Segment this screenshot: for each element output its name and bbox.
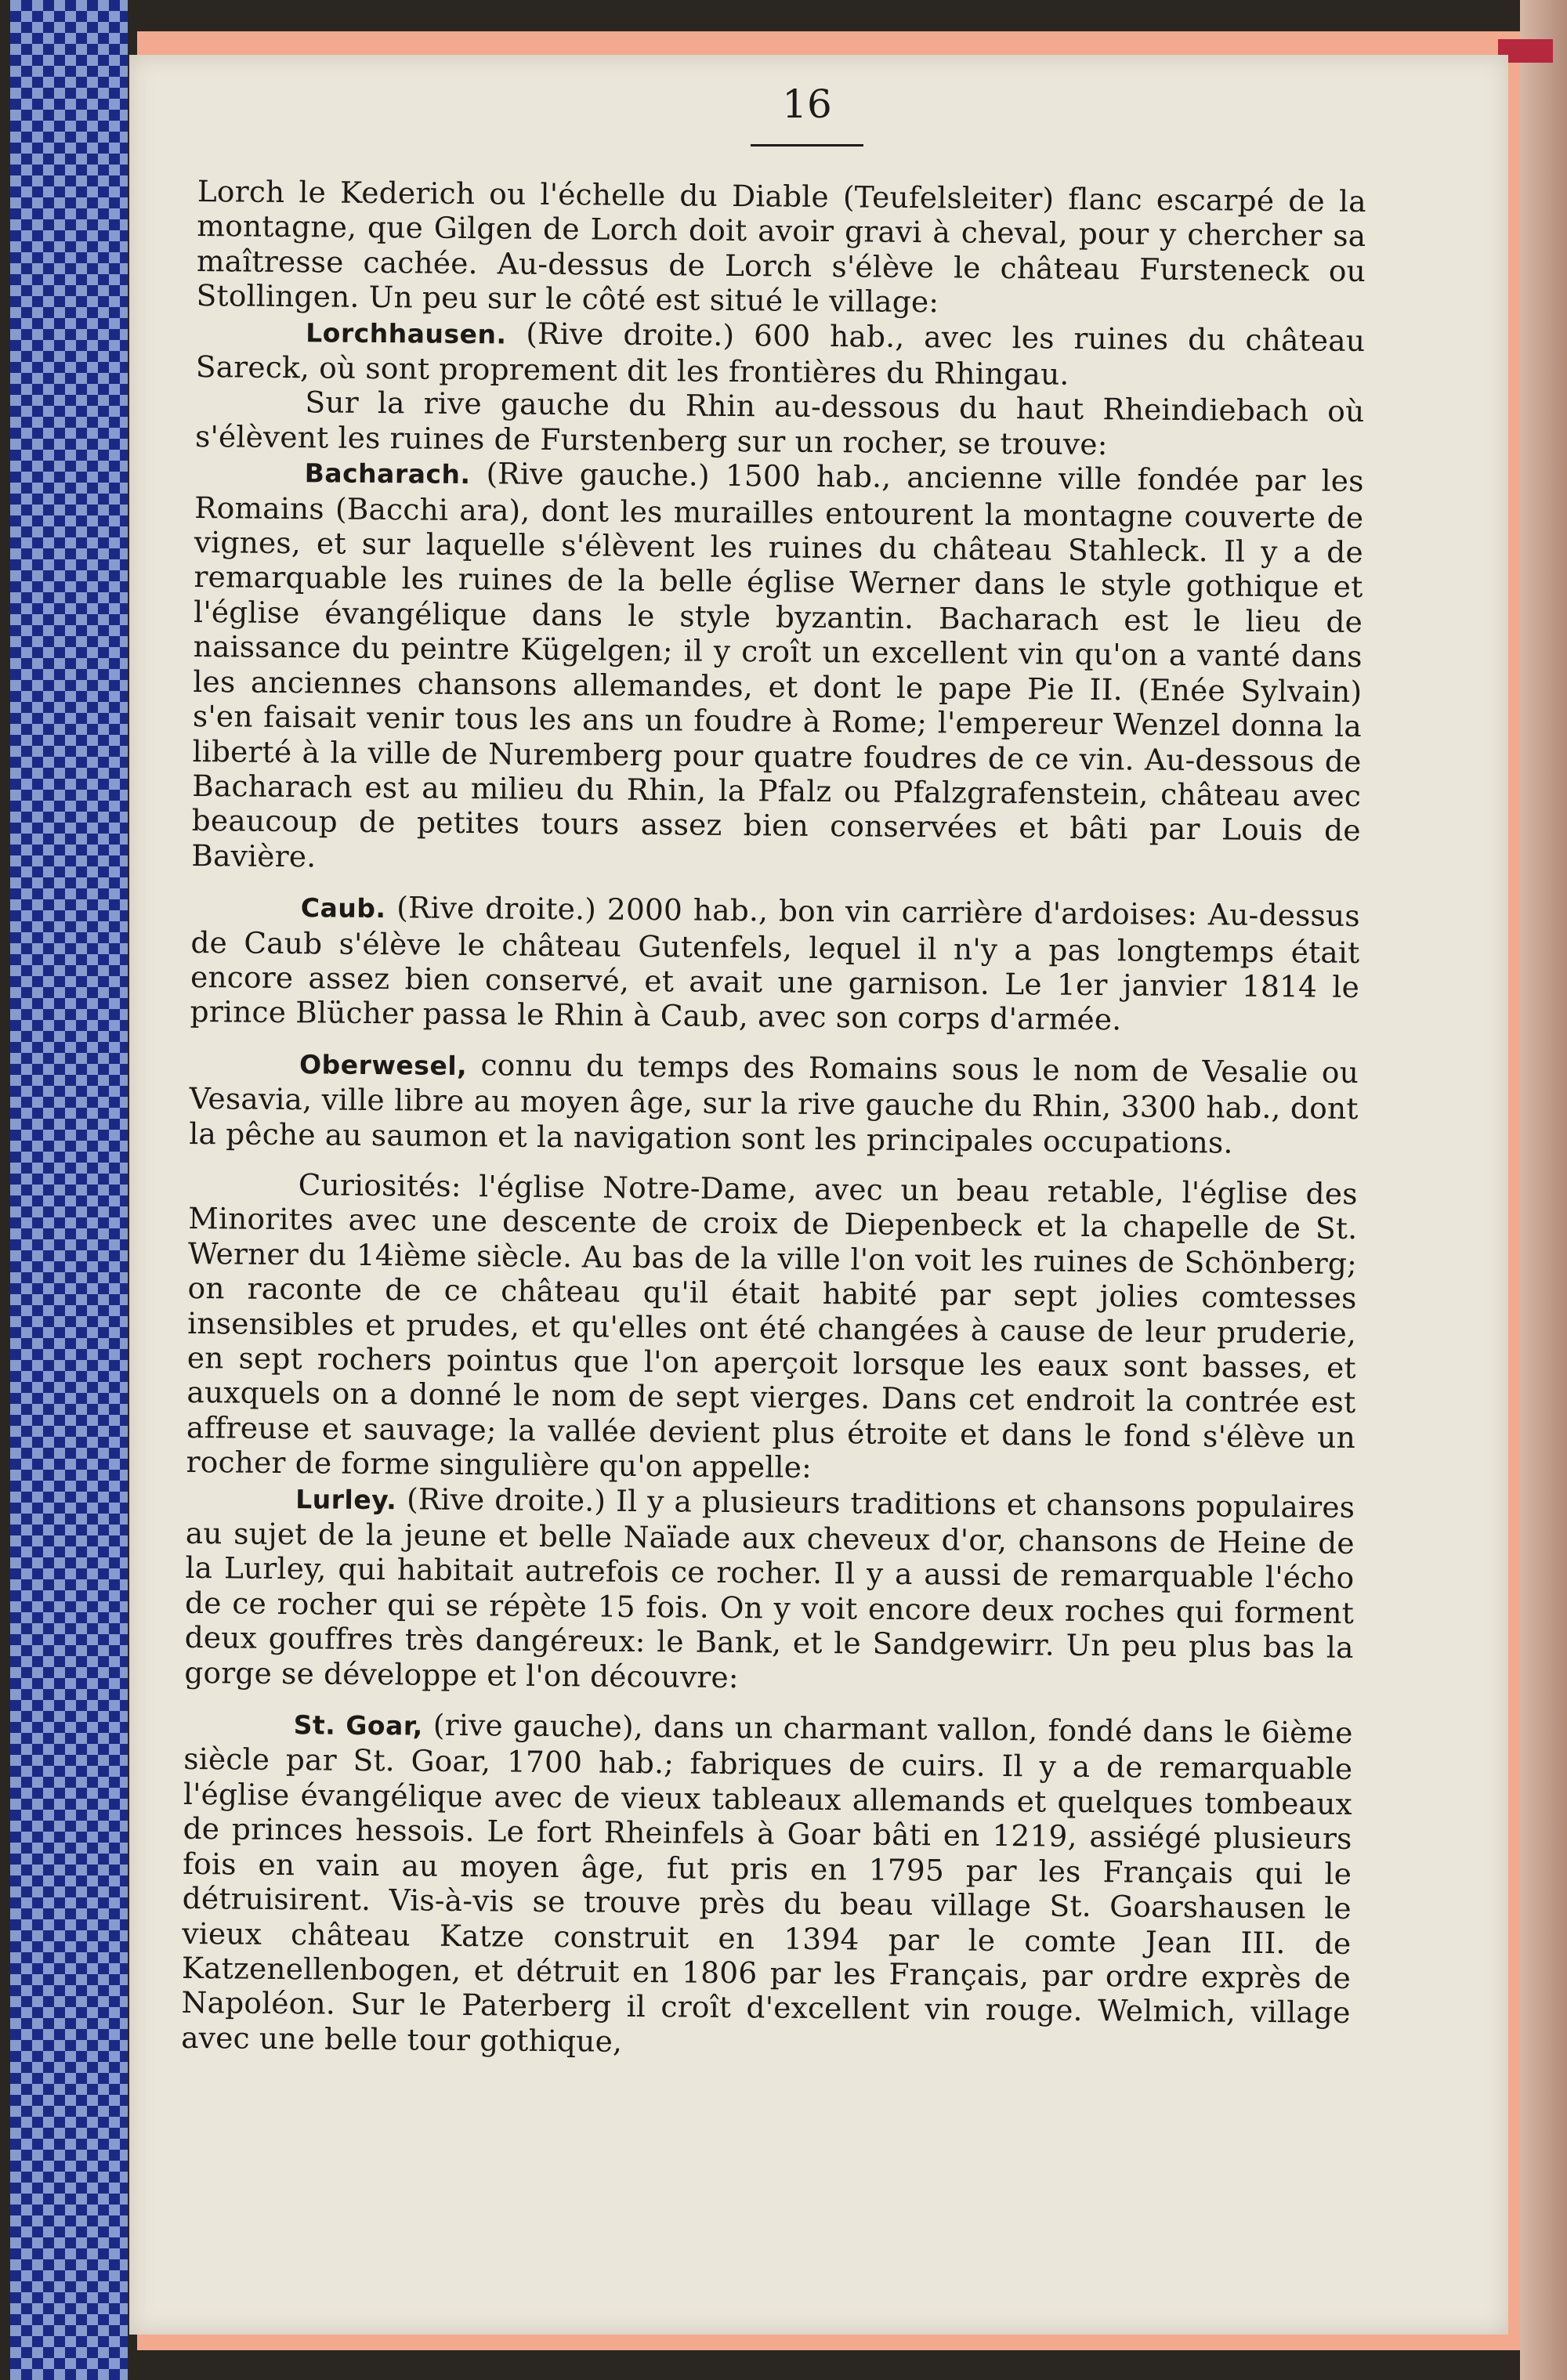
paragraph-text: (Rive droite.) 600 hab., avec les ruines du château Sareck, où sont proprement dit les frontières du Rhingau. xyxy=(195,316,1366,392)
paragraph-bacharach xyxy=(191,454,1364,883)
paragraph-lorch xyxy=(196,174,1366,324)
header-rule xyxy=(751,144,863,146)
paragraph-text: (Rive droite.) 2000 hab., bon vin carrière d'ardoises: Au-dessus de Caub s'élève le château Gutenfels, lequel il n'y a pas longtemps était encore assez bien conservé, et avait une garnison. Le 1er janvier 1814 le prince Blücher passa le Rhin à Caub, avec son corps d'armée. xyxy=(190,890,1360,1037)
page-body xyxy=(181,174,1366,2065)
paragraph-furstenberg xyxy=(195,384,1365,464)
place-name: Bacharach. xyxy=(304,458,471,490)
place-name: Oberwesel, xyxy=(299,1048,468,1081)
paragraph-oberwesel xyxy=(189,1045,1359,1161)
paragraph-text: connu du temps des Romains sous le nom de Vesalie ou Vesavia, ville libre au moyen âge, sur la rive gauche du Rhin, 3300 hab., dont la pêche au saumon et la navigation sont les principales occupations. xyxy=(189,1047,1359,1160)
place-name: Lorchhausen. xyxy=(306,316,507,350)
place-name: Caub. xyxy=(300,892,386,924)
paragraph-lurley xyxy=(184,1480,1355,1700)
paragraph-st-goar xyxy=(181,1705,1353,2065)
page-number: 16 xyxy=(782,81,832,127)
paragraph-text: (Rive gauche.) 1500 hab., ancienne ville fondée par les Romains (Bacchi ara), dont les murailles entourent la montagne couverte de vignes, et sur laquelle s'élèvent les ruines du château Stahleck. Il y a de remarquable les ruines de la belle église Werner dans le style gothique et l'église évangélique dans le style byzantin. Bacharach est le lieu de naissance du peintre Kügelgen; il y croît un excellent vin qu'on a vanté dans les anciennes chansons allemandes, et dont le pape Pie II. (Enée Sylvain) s'en faisait venir tous les ans un foudre à Rome; l'empereur Wenzel donna la liberté à la ville de Nuremberg pour quatre foudres de ce vin. Au-dessous de Bacharach est au milieu du Rhin, la Pfalz ou Pfalzgrafenstein, château avec beaucoup de petites tours assez bien conservées et bâti par Louis de Bavière. xyxy=(191,456,1364,874)
paragraph-text: Sur la rive gauche du Rhin au-dessous du haut Rheindiebach où s'élèvent les ruines de Furstenberg sur un rocher, se trouve: xyxy=(194,385,1365,461)
marbled-cover-edge xyxy=(0,0,137,2380)
paragraph-lorchhausen xyxy=(196,313,1366,395)
paragraph-caub xyxy=(190,888,1360,1040)
place-name: Lurley. xyxy=(295,1483,397,1515)
paragraph-curiosites xyxy=(186,1166,1357,1490)
paragraph-text: Curiosités: l'église Notre-Dame, avec un beau retable, l'église des Minorites avec une descente de croix de Diepenbeck et la chapelle de St. Werner du 14ième siècle. Au bas de la ville l'on voit les ruines de Schönberg; on raconte de ce château qu'il était habité par sept jolies comtesses insensibles et prudes, et qu'elles ont été changées à cause de leur pruderie, en sept rochers pointus que l'on aperçoit lorsque les eaux sont basses, et auxquels on a donné le nom de sept vierges. Dans cet endroit la contrée est affreuse et sauvage; la vallée devient plus étroite et dans le fond s'élève un rocher de forme singulière qu'on appelle: xyxy=(186,1167,1358,1485)
paragraph-text: (rive gauche), dans un charmant vallon, fondé dans le 6ième siècle par St. Goar, 1700 hab.; fabriques de cuirs. Il y a de remarquable l'église évangélique avec de vieux tableaux allemands et quelques tombeaux de princes hessois. Le fort Rheinfels à Goar bâti en 1219, assiégé plusieurs fois en vain au moyen âge, fut pris en 1795 par les Français qui le détruisirent. Vis-à-vis se trouve près du beau village St. Goarshausen le vieux château Katze construit en 1394 par le comte Jean III. de Katzenellenbogen, et détruit en 1806 par les Français, par ordre exprès de Napoléon. Sur le Paterberg il croît d'excellent vin rouge. Welmich, village avec une belle tour gothique, xyxy=(181,1707,1353,2059)
place-name: St. Goar, xyxy=(293,1709,423,1742)
paragraph-text: Lorch le Kederich ou l'échelle du Diable (Teufelsleiter) flanc escarpé de la montagne, que Gilgen de Lorch doit avoir gravi à cheval, pour y chercher sa maîtresse cachée. Au-dessus de Lorch s'élève le château Fursteneck ou Stollingen. Un peu sur le côté est situé le village: xyxy=(196,174,1366,320)
paragraph-text: (Rive droite.) Il y a plusieurs traditions et chansons populaires au sujet de la jeune et belle Naïade aux cheveux d'or, chansons de Heine de la Lurley, qui habitait autrefois ce rocher. Il y a aussi de remarquable l'écho de ce rocher qui se répète 15 fois. On y voit encore deux roches qui forment deux gouffres très dangéreux: le Bank, et le Sandgewirr. Un peu plus bas la gorge se développe et l'on découvre: xyxy=(184,1481,1355,1695)
facing-page-edge xyxy=(1520,0,1567,2380)
